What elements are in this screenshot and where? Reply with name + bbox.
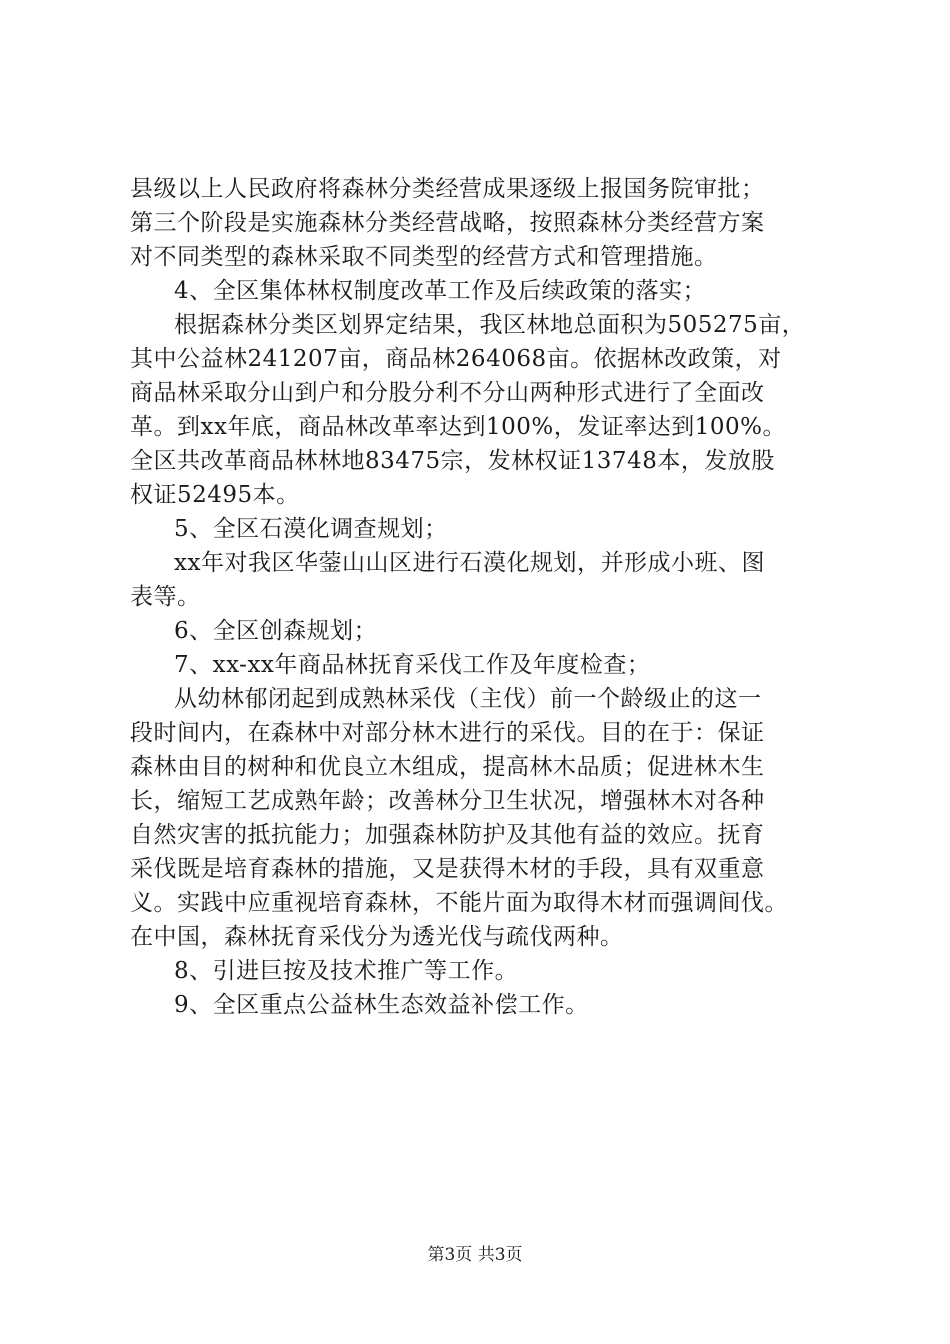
text-line: 第三个阶段是实施森林分类经营战略，按照森林分类经营方案: [130, 210, 765, 236]
text-line: 根据森林分类区划界定结果，我区林地总面积为505275亩，: [174, 312, 806, 338]
section-heading-9: 9、全区重点公益林生态效益补偿工作。: [174, 992, 589, 1018]
text-line: 权证52495本。: [130, 482, 300, 508]
section-heading-6: 6、全区创森规划；: [174, 618, 378, 644]
text-line: 自然灾害的抵抗能力；加强森林防护及其他有益的效应。抚育: [130, 822, 765, 848]
text-line: 县级以上人民政府将森林分类经营成果逐级上报国务院审批；: [130, 176, 765, 202]
text-line: 采伐既是培育森林的措施，又是获得木材的手段，具有双重意: [130, 856, 765, 882]
text-line: 革。到xx年底，商品林改革率达到100%，发证率达到100%。: [130, 414, 786, 440]
text-line: 义。实践中应重视培育森林，不能片面为取得木材而强调间伐。: [130, 890, 788, 916]
text-line: 表等。: [130, 584, 201, 610]
text-line: 全区共改革商品林林地83475宗，发林权证13748本，发放股: [130, 448, 775, 474]
text-line: 段时间内，在森林中对部分林木进行的采伐。目的在于：保证: [130, 720, 765, 746]
section-heading-7: 7、xx-xx年商品林抚育采伐工作及年度检查；: [174, 652, 651, 678]
text-line: 长，缩短工艺成熟年龄；改善林分卫生状况，增强林木对各种: [130, 788, 765, 814]
page-footer: [0, 1244, 950, 1266]
section-heading-5: 5、全区石漠化调查规划；: [174, 516, 448, 542]
text-line: 在中国，森林抚育采伐分为透光伐与疏伐两种。: [130, 924, 624, 950]
section-heading-4: 4、全区集体林权制度改革工作及后续政策的落实；: [174, 278, 707, 304]
section-heading-8: 8、引进巨按及技术推广等工作。: [174, 958, 519, 984]
text-line: 对不同类型的森林采取不同类型的经营方式和管理措施。: [130, 244, 718, 270]
text-line: 商品林采取分山到户和分股分利不分山两种形式进行了全面改: [130, 380, 765, 406]
page-number-label: 第3页 共3页: [427, 1245, 523, 1265]
text-line: 其中公益林241207亩，商品林264068亩。依据林改政策，对: [130, 346, 782, 372]
text-line: xx年对我区华蓥山山区进行石漠化规划，并形成小班、图: [174, 550, 765, 576]
text-line: 森林由目的树种和优良立木组成，提高林木品质；促进林木生: [130, 754, 765, 780]
document-body: [130, 172, 830, 1022]
text-line: 从幼林郁闭起到成熟林采伐（主伐）前一个龄级止的这一: [174, 686, 762, 712]
